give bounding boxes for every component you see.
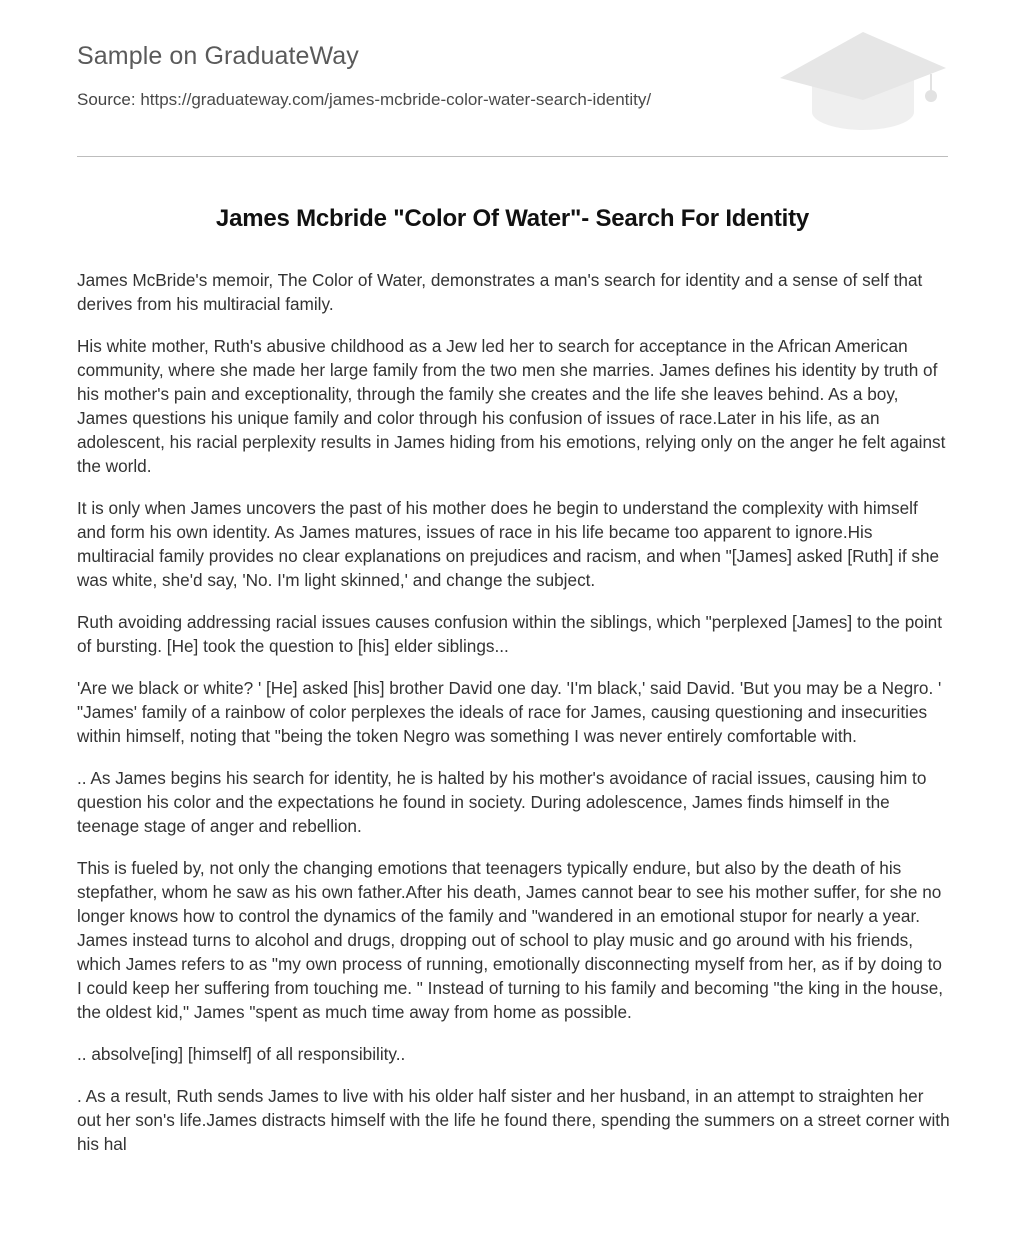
paragraph: This is fueled by, not only the changing emotions that teenagers typically endure, but also by the death of his stepfather, whom he saw as his own father.After his death, James cannot bear to see his mother suffer, for she no longer knows how to control the dynamics of the family and "wandered in an emotional stupor for nearly a year. James instead turns to alcohol and drugs, dropping out of school to play music and go around with his friends, which James refers to as "my own process of running, emotionally disconnecting myself from her, as if by doing to I could keep her suffering from touching me. " Instead of turning to his family and becoming "the king in the house, the oldest kid," James "spent as much time away from home as possible. (77, 858, 944, 1022)
paragraph: Ruth avoiding addressing racial issues causes confusion within the siblings, which "perplexed [James] to the point of bursting. [He] took the question to [his] elder siblings... (77, 612, 942, 656)
paragraph: .. absolve[ing] [himself] of all responsibility.. (77, 1044, 406, 1064)
paragraph: James McBride's memoir, The Color of Water, demonstrates a man's search for identity and a sense of self that derives from his multiracial family. (77, 270, 923, 314)
paragraph: 'Are we black or white? ' [He] asked [his] brother David one day. 'I'm black,' said David. 'But you may be a Negro. ' "James' family of a rainbow of color perplexes the ideals of race for James, causing questioning and insecurities within himself, noting that "being the token Negro was something I was never entirely comfortable with. (77, 678, 942, 746)
article-body (77, 268, 950, 1174)
source-label: Source: (77, 90, 141, 109)
paragraph: It is only when James uncovers the past of his mother does he begin to understand the complexity with himself and form his own identity. As James matures, issues of race in his life became too apparent to ignore.His multiracial family provides no clear explanations on prejudices and racism, and when "[James] asked [Ruth] if she was white, she'd say, 'No. I'm light skinned,' and change the subject. (77, 498, 940, 590)
paragraph: . As a result, Ruth sends James to live with his older half sister and her husband, in an attempt to straighten her out her son's life.James distracts himself with the life he found there, spending the summers on a street corner with his hal (77, 1086, 950, 1154)
graduation-cap-icon (780, 30, 946, 134)
site-name: Sample on GraduateWay (77, 42, 359, 70)
source-line (77, 90, 651, 110)
document-page (77, 0, 950, 1154)
source-link[interactable]: https://graduateway.com/james-mcbride-color-water-search-identity/ (140, 90, 652, 109)
article-title: James Mcbride "Color Of Water"- Search For Identity (215, 205, 810, 232)
page-header (77, 0, 948, 157)
paragraph: .. As James begins his search for identity, he is halted by his mother's avoidance of racial issues, causing him to question his color and the expectations he found in society. During adolescence, James finds himself in the teenage stage of anger and rebellion. (77, 768, 927, 836)
paragraph: His white mother, Ruth's abusive childhood as a Jew led her to search for acceptance in the African American community, where she made her large family from the two men she marries. James defines his identity by truth of his mother's pain and exceptionality, through the family she creates and the life she leaves behind. As a boy, James questions his unique family and color through his confusion of issues of race.Later in his life, as an adolescent, his racial perplexity results in James hiding from his emotions, relying only on the anger he felt against the world. (77, 336, 946, 476)
